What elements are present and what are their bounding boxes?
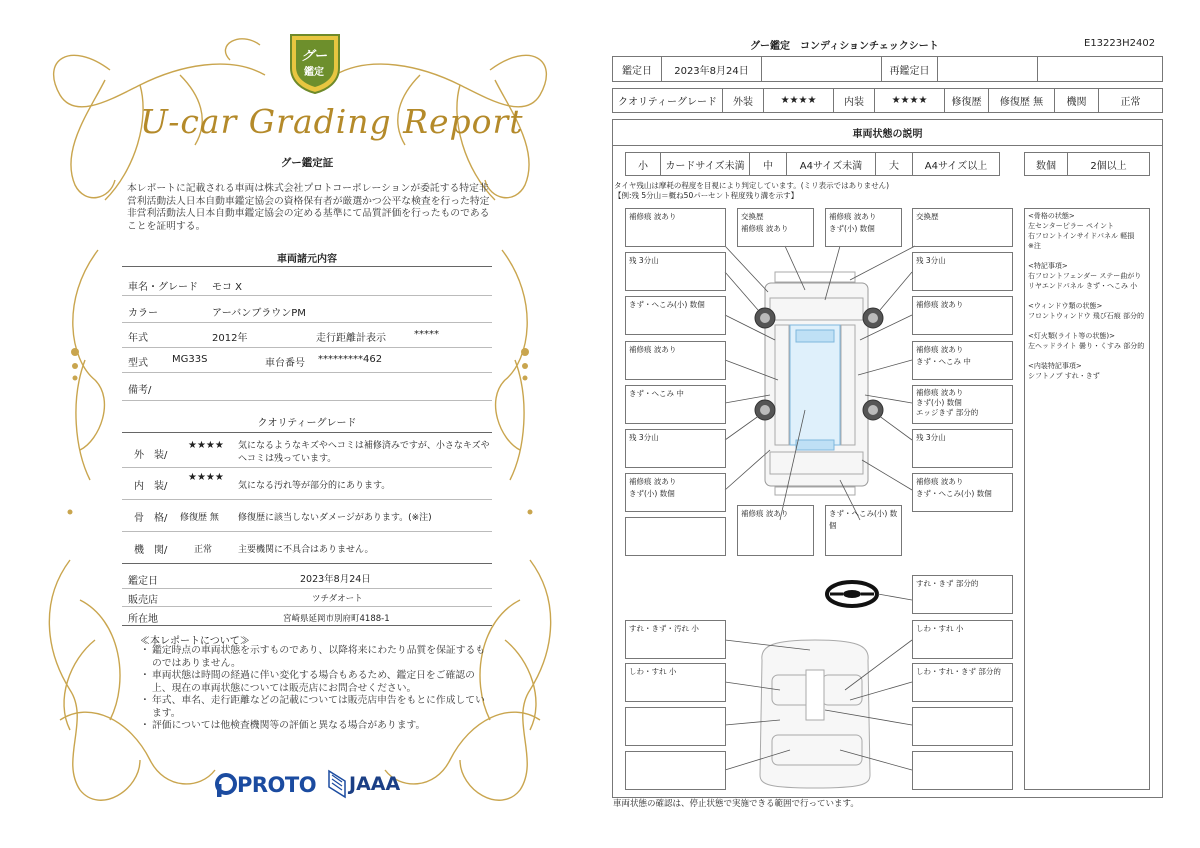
note-line: シフトノブ すれ・きず xyxy=(1028,372,1100,380)
sheet-title: グー鑑定 コンディションチェックシート xyxy=(750,41,939,52)
legend-count-desc: 2個以上 xyxy=(1067,152,1150,176)
exterior-desc: 気になるようなキズやヘコミは補修済みですが、小さなキズやヘコミは残っています。 xyxy=(238,441,490,464)
interior-label: 内 装/ xyxy=(134,481,168,492)
model-label: 型式 xyxy=(128,358,148,369)
about-item: ・ 年式、車名、走行距離などの記載については販売店申告をもとに作成しています。 xyxy=(140,695,485,719)
engine-label-cell: 機関 xyxy=(1054,88,1099,113)
note-line xyxy=(1028,321,1146,331)
legend-medium: 中 xyxy=(749,152,787,176)
note-line: ※注 xyxy=(1028,242,1041,250)
about-item: ・ 車両状態は時間の経過に伴い変化する場合もあるため、鑑定日をご確認の上、現在の車両状態については販売店にお問合せください。 xyxy=(140,670,475,694)
sheet-footer: 車両状態の確認は、停止状態で実施できる範囲で行っています。 xyxy=(613,799,859,809)
note-line: <内装特記事項> xyxy=(1028,362,1082,370)
condition-box: 補修痕 波あり xyxy=(737,505,814,556)
report-title: U-car Grading Report xyxy=(140,102,524,141)
date-value: 2023年8月24日 xyxy=(300,574,371,585)
condition-box: 補修痕 波あり xyxy=(625,208,726,247)
note-line xyxy=(1028,251,1146,261)
condition-box xyxy=(625,751,726,790)
condition-box: すれ・きず・汚れ 小 xyxy=(625,620,726,659)
section-title: 車両状態の説明 xyxy=(612,119,1163,146)
interior-desc: 気になる汚れ等が部分的にあります。 xyxy=(238,481,391,491)
note-line xyxy=(1028,351,1146,361)
steering-wheel-icon xyxy=(827,582,877,606)
condition-box: しわ・すれ 小 xyxy=(625,663,726,702)
int-label-cell: 内装 xyxy=(833,88,875,113)
frame-label: 骨 格/ xyxy=(134,513,168,524)
exterior-stars: ★★★★ xyxy=(188,440,224,451)
shop-value: ツチダオート xyxy=(312,594,363,604)
model-value: MG33S xyxy=(172,354,208,365)
note-line: <特記事項> xyxy=(1028,262,1068,270)
jaaa-logo-text: JAAA xyxy=(349,773,401,795)
date-value-cell: 2023年8月24日 xyxy=(661,56,762,82)
proto-logo xyxy=(215,770,320,800)
condition-box: 補修痕 波あり きず・へこみ 中 xyxy=(912,341,1013,380)
mileage-label: 走行距離計表示 xyxy=(316,333,386,344)
quality-header: クオリティーグレード xyxy=(257,418,357,429)
legend-count: 数個 xyxy=(1024,152,1068,176)
condition-box xyxy=(625,707,726,746)
note-line: <ウィンドウ類の状態> xyxy=(1028,302,1103,310)
name-label: 車名・グレード xyxy=(128,282,198,293)
jaaa-mark-icon xyxy=(327,769,347,799)
engine-value: 正常 xyxy=(194,545,213,555)
condition-box: 補修痕 波あり きず(小) 数個 エッジきず 部分的 xyxy=(912,385,1013,424)
ext-value-cell: ★★★★ xyxy=(763,88,834,113)
chassis-label: 車台番号 xyxy=(265,358,305,369)
date-label: 鑑定日 xyxy=(128,576,158,587)
emblem-text-2: 鑑定 xyxy=(304,67,324,78)
repair-value-cell: 修復歴 無 xyxy=(988,88,1055,113)
exterior-label: 外 装/ xyxy=(134,450,168,461)
name-value: モコ X xyxy=(212,282,243,293)
car-interior-diagram xyxy=(760,640,870,788)
condition-check-sheet xyxy=(600,0,1200,848)
note-line: リヤエンドパネル きず・へこみ 小 xyxy=(1028,282,1138,290)
address-value: 宮崎県延岡市別府町4188-1 xyxy=(283,614,390,624)
note-line xyxy=(1028,291,1146,301)
cert-title: グー鑑定証 xyxy=(280,157,334,169)
legend-small: 小 xyxy=(625,152,661,176)
note-line: 右フロントフェンダー ステー曲がり xyxy=(1028,272,1142,280)
color-value: アーバンブラウンPM xyxy=(212,308,306,319)
goo-kantei-emblem xyxy=(287,32,343,94)
note-line: フロントウィンドウ 飛び石痕 部分的 xyxy=(1028,312,1145,320)
legend-small-desc: カードサイズ未満 xyxy=(660,152,750,176)
condition-box: すれ・きず 部分的 xyxy=(912,575,1013,614)
tire-note-1: タイヤ残山は摩耗の程度を目視により判定しています。(ミリ表示ではありません) xyxy=(614,181,890,190)
notes-label: 備考/ xyxy=(128,385,152,396)
tire-note-2: 【例:残 5分山＝概ね50パーセント程度残り溝を示す】 xyxy=(614,191,799,200)
condition-box: しわ・すれ・きず 部分的 xyxy=(912,663,1013,702)
condition-box: 補修痕 波あり きず(小) 数個 xyxy=(625,473,726,512)
grade-label-cell: クオリティーグレード xyxy=(612,88,723,113)
condition-box xyxy=(912,751,1013,790)
color-label: カラー xyxy=(128,308,158,319)
condition-box: 残 3分山 xyxy=(625,429,726,468)
engine-label: 機 関/ xyxy=(134,545,168,556)
engine-value-cell: 正常 xyxy=(1098,88,1163,113)
condition-box: 残 3分山 xyxy=(625,252,726,291)
condition-box: 残 3分山 xyxy=(912,252,1013,291)
legend-medium-desc: A4サイズ未満 xyxy=(786,152,876,176)
emblem-text-1: グー xyxy=(301,49,328,64)
condition-box xyxy=(912,707,1013,746)
condition-box xyxy=(625,517,726,556)
legend-large-desc: A4サイズ以上 xyxy=(912,152,1000,176)
ext-label-cell: 外装 xyxy=(722,88,764,113)
condition-box: 補修痕 波あり きず(小) 数個 xyxy=(825,208,902,247)
note-line: 左センターピラー ペイント xyxy=(1028,222,1114,230)
sheet-code: E13223H2402 xyxy=(1084,38,1156,49)
note-line: <灯火類(ライト等の状態)> xyxy=(1028,332,1115,340)
interior-stars: ★★★★ xyxy=(188,472,224,483)
int-value-cell: ★★★★ xyxy=(874,88,945,113)
condition-box: 補修痕 波あり きず・へこみ(小) 数個 xyxy=(912,473,1013,512)
condition-box: 補修痕 波あり xyxy=(625,341,726,380)
frame-value: 修復歴 無 xyxy=(180,513,219,523)
recheck-label-cell: 再鑑定日 xyxy=(881,56,938,82)
repair-label-cell: 修復歴 xyxy=(944,88,989,113)
condition-box: きず・へこみ 中 xyxy=(625,385,726,424)
notes-panel xyxy=(1024,208,1150,790)
condition-box: 補修痕 波あり xyxy=(912,296,1013,335)
shop-label: 販売店 xyxy=(128,595,158,606)
about-list xyxy=(140,645,490,733)
mileage-value: ***** xyxy=(414,329,439,340)
engine-desc: 主要機関に不具合はありません。 xyxy=(238,545,374,555)
condition-box: 交換歴 補修痕 波あり xyxy=(737,208,814,247)
frame-desc: 修復歴に該当しないダメージがあります。(※注) xyxy=(238,513,432,523)
condition-box: しわ・すれ 小 xyxy=(912,620,1013,659)
condition-box: きず・へこみ(小) 数個 xyxy=(825,505,902,556)
about-title: ≪本レポートについて≫ xyxy=(140,636,250,647)
address-label: 所在地 xyxy=(128,614,158,625)
condition-box: きず・へこみ(小) 数個 xyxy=(625,296,726,335)
year-value: 2012年 xyxy=(212,333,248,344)
about-item: ・ 鑑定時点の車両状態を示すものであり、以降将来にわたり品質を保証するものではありません。 xyxy=(140,645,486,669)
year-label: 年式 xyxy=(128,333,148,344)
cert-intro: 本レポートに記載される車両は株式会社プロトコーポレーションが委託する特定非営利活動法人日本自動車鑑定協会の資格保有者が厳選かつ公平な検査を行った特定非営利活動法人日本自動車鑑定協会の定める基準にて品質評価を行ったものであることを証明する。 xyxy=(127,183,490,232)
date-label-cell: 鑑定日 xyxy=(612,56,662,82)
spec-header: 車両諸元内容 xyxy=(277,254,337,265)
about-item: ・ 評価については他検査機関等の評価と異なる場合があります。 xyxy=(140,720,426,731)
proto-mark-icon xyxy=(215,773,237,797)
legend-large: 大 xyxy=(875,152,913,176)
chassis-value: *********462 xyxy=(318,354,383,365)
note-line: 左ヘッドライト 曇り・くすみ 部分的 xyxy=(1028,342,1145,350)
proto-logo-text: PROTO xyxy=(237,773,317,797)
condition-box: 残 3分山 xyxy=(912,429,1013,468)
note-line: 右フロントインサイドパネル 軽損 xyxy=(1028,232,1135,240)
jaaa-logo xyxy=(327,768,407,800)
condition-box: 交換歴 xyxy=(912,208,1013,247)
note-line: <骨格の状態> xyxy=(1028,212,1075,220)
